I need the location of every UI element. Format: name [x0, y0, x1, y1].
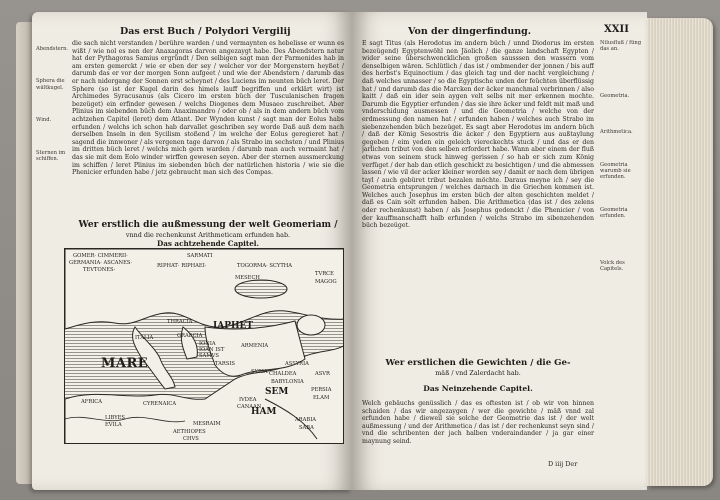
open-book: [14, 4, 716, 496]
map-label: TOGORMA· SCYTHA: [237, 263, 293, 269]
left-body-text: die sach nicht verstanden / berühre warden / und vermaynten es hebelisse er wunn es wißt / wie nol es nen der Anaxagoras darvon angezaygt habe. Des Abendstern natur hat der Pythagoras Samius ergründt / Den selbigen sagt man der Parmenides hab in am ersten gemerckt / wie er eben der sey / welcher vor der Morgenstern heyßet / darumb das er vor der morgen Sonn aufgeet / und wie der Abendstern / darumb das er nach nidergang der Sonnen erst scheynet / des Luciens im neunten büch leret. Der Sphere (so ist der Kugel darin des himels lauff begriffen und erklärt wirt) ist Archimedes Syracusanus (als Cicero im ersten büch der Tusculanischen fragen bezeüget) ein erfinder gewesen / welchs Diogenes dem Musaeo zuschreibet. Aber Plinius im siebenden büch dem Anaximandro / oder ob / als in dem andern büch vom achtzehen Capitel (leret) dem Atlant. Der Wynden kunst / sagt man der Eolus habs erfunden / welchs ich schon hab darvallet geschriben sey worde Daß auß dem nach derselben Inseln in den Sycilism stoßend / im welche der Eolus geregieret hat / sagend die innwoner / als vergenen tage darvon / als Strabo im sechsten / und Plinius im dritten büch leret / welchs mich gern warden / darumb man auch vermaint hat / das sie mit dem Eolo winder wirffen gewesen seyen. Aber der sternen aussmerckung im schiffen / leret Plinius im siebenden büch der natürlichen historia / wie sie die Phenicier erfunden habe / jetz gebraucht man sich des Compas.: [72, 40, 344, 177]
right-margin-notes: [600, 40, 644, 298]
margin-note: Volck des Capitels.: [600, 259, 625, 273]
world-map-woodcut: [64, 248, 344, 444]
map-label: GOMER· CIMMERII·: [73, 253, 128, 259]
left-chapter-title: Das achtzehende Capitel.: [156, 239, 260, 248]
map-label: ARMENIA: [241, 343, 269, 349]
right-body-text-bottom: Welch gebäuchs genüsslich / das es oftesten ist / ob wir von hinnen schaiden / das wir angezaygen / wer die gewichte / mäß vnnd zal erfunden habe / dieweil sie solche der Geometrie das ist / der welt außmessung / und der Arithmetica / das ist / der rechenkunst seyn sind / vnd die schribenten der jach halben vnderaindander / ja gar einer maynung seind.: [362, 400, 594, 445]
map-label: ASVR: [315, 371, 330, 377]
map-label: IONIA: [199, 341, 216, 347]
map-label: GRAECIA: [177, 333, 203, 339]
map-label: BABYLONIA: [271, 379, 304, 385]
margin-note: Nilusfluß / füng das an.: [600, 40, 642, 53]
margin-note: Arithmetica.: [600, 129, 633, 136]
map-label: THRACIA: [167, 319, 193, 325]
right-page: [352, 12, 647, 490]
map-label: ARABIA: [295, 417, 317, 423]
map-label: CHALDEA: [269, 371, 297, 377]
map-label: MARE: [101, 356, 149, 371]
map-label: CANAAN: [237, 404, 262, 410]
map-label: AETHIOPES: [173, 429, 206, 435]
right-chapter-title: Das Neinzehende Capitel.: [423, 384, 533, 393]
margin-note: Wind.: [36, 117, 52, 124]
map-label: GERMANIA· ASCANES·: [69, 260, 133, 266]
margin-note: Geometria.: [600, 92, 630, 99]
map-label: CHVS: [183, 436, 199, 442]
map-label: MESECH: [235, 275, 260, 281]
margin-note: Sphera die wältkugel.: [36, 78, 65, 91]
map-label: PERSIA: [311, 387, 332, 393]
map-label: SABA: [299, 425, 314, 431]
margin-note: Abendstern.: [36, 46, 69, 52]
map-label: AFRICA: [81, 399, 103, 405]
map-label: ASSYRIA: [285, 361, 309, 367]
map-label: TEVTONES·: [83, 267, 116, 273]
map-label: TARSIS: [215, 361, 235, 367]
margin-note: Sternen im schiffen.: [36, 149, 66, 163]
caspian-sea: [297, 315, 325, 335]
folio-number: XXII: [604, 24, 629, 35]
left-section-heading: Wer erstlich die außmessung der welt Geomeriam /: [78, 220, 338, 230]
map-label: ELAM: [313, 395, 330, 401]
map-label: SEM: [265, 387, 289, 397]
left-section-subheading: vnnd die rechenkunst Arithmeticam erfunden hab.: [125, 231, 291, 239]
left-margin-notes: [36, 46, 70, 188]
right-section-heading: Wer erstlichen die Gewichten / die Ge-: [385, 358, 571, 368]
right-section-subheading: mäß / vnd Zalerdacht hab.: [435, 369, 521, 377]
map-label: IOAN IST: [199, 347, 225, 353]
map-label: SYRIA: [251, 369, 268, 375]
right-running-head: Von der dingerfindung.: [408, 26, 532, 37]
left-page: [32, 12, 352, 490]
map-label: EVILA: [105, 422, 122, 428]
map-label: TVRCE: [315, 271, 334, 277]
map-label: RIPHAT· RIPHAEI·: [157, 263, 207, 269]
map-label: CYRENAICA: [143, 401, 177, 407]
map-label: LIBYES: [105, 415, 125, 421]
map-label: IVDEA: [239, 397, 257, 403]
map-label: HAM: [251, 407, 277, 417]
black-sea: [235, 280, 287, 298]
map-label: SARMATI: [187, 253, 213, 259]
margin-note: Geometria warumb sie erfunden.: [600, 161, 631, 181]
map-label: MAGOG: [315, 279, 337, 285]
map-label: SAMVS: [199, 353, 219, 359]
margin-note: Geometria erfunden.: [600, 206, 628, 220]
signature-catchword: D iiij Der: [548, 460, 578, 468]
map-label: IAPHET: [213, 321, 254, 331]
map-label: ITALIA: [135, 335, 154, 341]
right-body-text: E sagt Titus (als Herodotus im andern büch / unnd Diodorus im ersten bezeügend) Egyptenwöhl nen Jäolich / die ganze landschaft Egypten / wider seine überschwencklichen großen sausssen den wassern vom denselbigen wären. Schlütlich / das ist / ombmender der jonnen / bis auff des herbst's Equinoctium / das gleich tag und der nacht vergleichung / daß welches unnasser / so die Egyptische unden der feüchten überflüssig hat / und darumb das die Marcken der äcker manchmal verbrinnen / also kaitt / daß ein ider sein aygen velt selbs nit mer erkennen mochte. Darumb die Egyptier erfunden / das sie ihre äcker und feldt mit maß und vnderschidung ausmessen / und die Geometria / welche von der erdmessung den namen hat / erfunden haben / welches auch Strabo im siebenzehenden büch bezeüget. Es sagt aber Herodotus im andern büch / daß der König Sesostris die äcker / den Egyptiern aus außtaylung gegeben / eim yeden ein geleich viereckechts stuck / und das er den jarlichen tribut von den selben erfordert habe. Wann aber einem der fluß etwas von seinem stuck hinweg gerissen / so hab er sich zum König verfüget / der hab dan etlich geschickt zu besichtigen / und die abmessen lassen / wie vil der acker kleiner worden sey / damit er nach dem übrigen tayl / auch gebüret tribut bezalen möchte. Daraus meyne ich / sey die Geometria entsprungen / welches darnach in die Griechen kommen ist. Welches auch Josephus im ersten büch der alten geschichten meldet / daß es Cain solt erfunden haben. Die Arithmetica (das ist / des zelens oder rechenkunst) haben / als Josephus gedenckt / die Phenicier / von der kauffmanschafft halb erfunden / welchs Strabo im sibenzehenden büch bezeüget.: [362, 40, 594, 230]
map-label: MESRAIM: [193, 421, 221, 427]
left-running-head: Das erst Buch / Polydori Vergilij: [120, 26, 291, 37]
page-edges: [647, 18, 713, 486]
